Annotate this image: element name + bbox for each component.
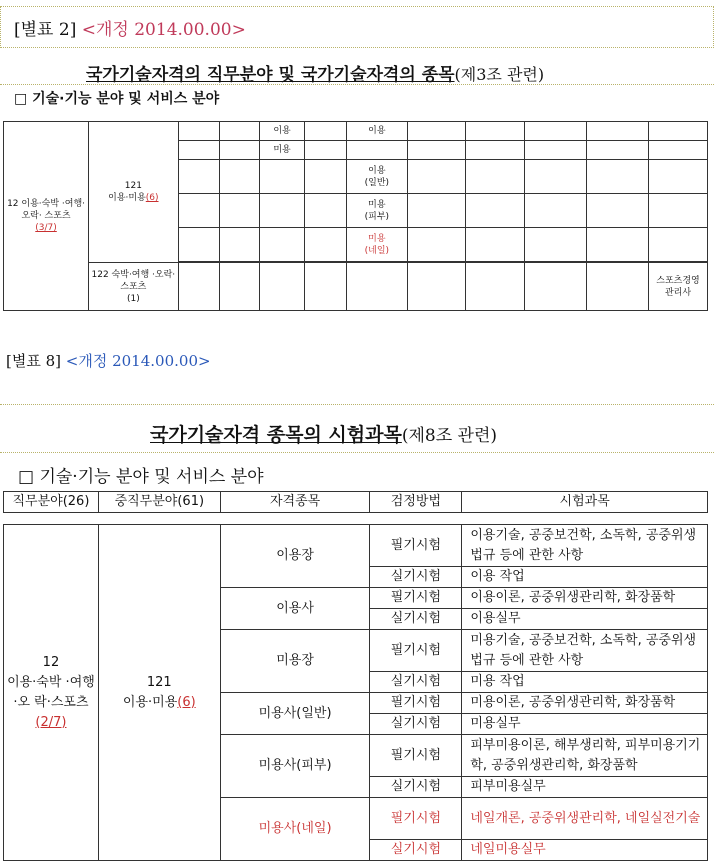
annex2-section: □ 기술·기능 분야 및 서비스 분야 bbox=[14, 91, 220, 107]
annex8-number: [별표 8] bbox=[6, 352, 61, 370]
annex8-revision: <개정 2014.00.00> bbox=[65, 352, 211, 370]
table-row: 미용장 필기시험 미용기술, 공중보건학, 소독학, 공중위생법규 등에 관한 사항 bbox=[4, 630, 708, 672]
table-row: 실기시험 이용실무 bbox=[4, 609, 708, 630]
annex8-section: □ 기술·기능 분야 및 서비스 분야 bbox=[18, 467, 264, 487]
table-row: 실기시험 미용실무 bbox=[4, 714, 708, 735]
table-sub2-cell: 122 숙박·여행 ·오락·스포츠 (1) bbox=[89, 263, 179, 311]
annex2-title: 국가기술자격의 직무분야 및 국가기술자격의 종목 bbox=[86, 65, 455, 85]
annex8-title: 국가기술자격 종목의 시험과목 bbox=[150, 424, 402, 446]
divider bbox=[0, 452, 714, 453]
annex2-table: 12 이용·숙박 ·여행·오락· 스포츠 (3/7) 121 이용·미용(6) 이용 이용 미용 이용 (일반) 미용 (피부) 미용 (네일) 122 숙박·여행 ·오락·스포츠 (1) 스포츠경영 관리사 bbox=[3, 121, 708, 311]
table-row: 이용사 필기시험 이용이론, 공중위생관리학, 화장품학 bbox=[4, 588, 708, 609]
annex8-label bbox=[6, 350, 211, 371]
table-sub-cell: 121 이용·미용(6) bbox=[89, 122, 179, 263]
table-row: 실기시험 네일미용실무 bbox=[4, 840, 708, 861]
annex2-number: [별표 2] bbox=[14, 20, 77, 40]
annex8-title-ref: (제8조 관련) bbox=[401, 426, 498, 446]
annex2-title-ref: (제3조 관련) bbox=[454, 65, 545, 84]
field-count: (3/7) bbox=[35, 223, 57, 233]
annex2-label bbox=[14, 15, 246, 40]
table-row: 실기시험 피부미용실무 bbox=[4, 777, 708, 798]
annex2-title-block bbox=[86, 60, 544, 85]
annex2-revision: <개정 2014.00.00> bbox=[81, 20, 246, 40]
table-field-cell: 12 이용·숙박 ·여행·오락· 스포츠 (3/7) bbox=[4, 122, 89, 311]
table-row: 미용사(피부) 필기시험 피부미용이론, 해부생리학, 피부미용기기학, 공중위생관리학, 화장품학 bbox=[4, 735, 708, 777]
subfield-cell: 121 이용·미용(6) bbox=[98, 525, 220, 861]
annex8-table bbox=[3, 491, 708, 861]
table-row: 미용사(네일) 필기시험 네일개론, 공중위생관리학, 네일실전기술 bbox=[4, 798, 708, 840]
table-row: 실기시험 미용 작업 bbox=[4, 672, 708, 693]
table-row: 실기시험 이용 작업 bbox=[4, 567, 708, 588]
divider bbox=[0, 404, 714, 405]
table-row: 미용사(일반) 필기시험 미용이론, 공중위생관리학, 화장품학 bbox=[4, 693, 708, 714]
sports-cell: 스포츠경영 관리사 bbox=[649, 263, 708, 311]
annex8-title-block bbox=[150, 420, 497, 447]
table-header-row: 직무분야(26) 중직무분야(61) 자격종목 검정방법 시험과목 bbox=[4, 492, 708, 513]
table-row: 12 이용·숙박 ·여행·오 락·스포츠 (2/7) 121 이용·미용(6) 이용장 필기시험 이용기술, 공중보건학, 소독학, 공중위생법규 등에 관한 사항 bbox=[4, 525, 708, 567]
field-cell: 12 이용·숙박 ·여행·오 락·스포츠 (2/7) bbox=[4, 525, 99, 861]
